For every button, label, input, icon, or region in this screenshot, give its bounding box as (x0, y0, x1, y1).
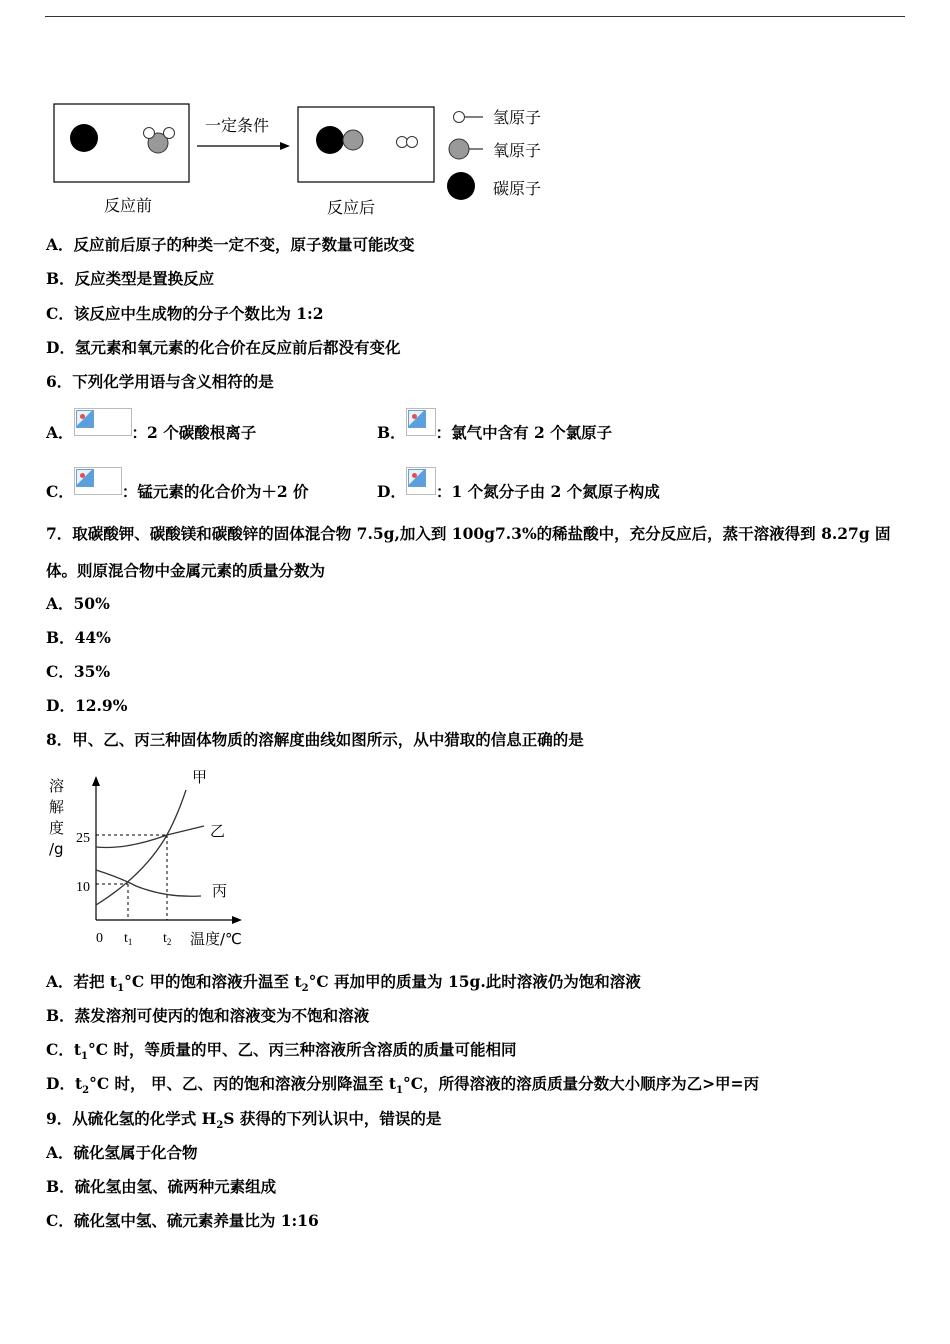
carbon-atom-icon (447, 172, 475, 200)
oxygen-atom-icon (449, 139, 469, 159)
hydrogen-atom-icon (397, 137, 408, 148)
q9-stem: 9．从硫化氢的化学式 $H_2S$ 获得的下列认识中，错误的是 (46, 1109, 442, 1132)
x-tick-label: 0 (96, 931, 103, 946)
y-axis-label-char: /g (49, 840, 64, 858)
q7-option-a: A．50% (46, 594, 110, 613)
x-axis-label: 温度/℃ (190, 930, 242, 948)
y-axis-label-char: 溶 (49, 777, 65, 795)
q7-stem-line2: 体。则原混合物中金属元素的质量分数为 (46, 561, 326, 580)
y-axis-label-char: 解 (49, 798, 65, 816)
option-text: ：1 个氮分子由 2 个氮原子构成 (435, 482, 660, 501)
q9-option-c: C．硫化氢中氢、硫元素养量比为 1:16 (46, 1211, 319, 1230)
x-tick-label: $t_1$ (124, 931, 133, 947)
q7-option-d: D．12.9% (46, 696, 128, 715)
q9-option-a: A．硫化氢属于化合物 (46, 1143, 198, 1162)
hydrogen-atom-icon (144, 128, 155, 139)
option-label: C． (46, 482, 74, 501)
y-tick-label: 10 (76, 880, 90, 895)
q5-option-d: D．氢元素和氧元素的化合价在反应前后都没有变化 (46, 338, 401, 357)
legend-oxygen-label: 氧原子 (493, 141, 542, 160)
q8-option-b: B．蒸发溶剂可使丙的饱和溶液变为不饱和溶液 (46, 1006, 370, 1025)
option-text: ：2 个碳酸根离子 (131, 423, 257, 442)
curve-yi (96, 826, 204, 848)
hydrogen-atom-icon (407, 137, 418, 148)
y-tick-label: 25 (76, 831, 90, 846)
q8-option-a: A．若把 $t_1^\circ C$ 甲的饱和溶液升温至 $t_2^\circ C$ 再加甲的质量为 15g.此时溶液仍为饱和溶液 (46, 972, 641, 995)
q9-option-b: B．硫化氢由氢、硫两种元素组成 (46, 1177, 277, 1196)
option-text: ：锰元素的化合价为＋2 价 (121, 482, 309, 501)
q6-option-a (46, 408, 256, 443)
series-label-yi: 乙 (210, 822, 226, 840)
reaction-diagram (50, 98, 570, 223)
option-label: D． (377, 482, 406, 501)
after-label: 反应后 (327, 198, 376, 217)
q7-option-b: B．44% (46, 628, 111, 647)
x-axis-arrow-icon (232, 916, 242, 924)
q8-stem: 8．甲、乙、丙三种固体物质的溶解度曲线如图所示，从中猎取的信息正确的是 (46, 730, 584, 749)
y-axis-label-char: 度 (49, 819, 65, 837)
carbon-atom-icon (316, 126, 344, 154)
option-label: B． (377, 423, 406, 442)
legend-carbon-label: 碳原子 (493, 179, 542, 198)
q5-option-b: B．反应类型是置换反应 (46, 269, 215, 288)
q7-option-c: C．35% (46, 662, 111, 681)
option-label: A． (46, 423, 74, 442)
before-label: 反应前 (104, 196, 153, 215)
carbon-atom-icon (70, 124, 98, 152)
q7-stem-line1: 7．取碳酸钾、碳酸镁和碳酸锌的固体混合物 7.5g,加入到 100g7.3%的稀盐酸中，充分反应后，蒸干溶液得到 8.27g 固 (46, 524, 891, 543)
q6-option-d (377, 467, 660, 502)
series-label-jia: 甲 (192, 768, 208, 786)
q8-option-c: C．$t_1^\circ C$ 时，等质量的甲、乙、丙三种溶液所含溶质的质量可能相同 (46, 1040, 517, 1063)
arrow-head-icon (280, 142, 290, 150)
option-text: ：氯气中含有 2 个氯原子 (435, 423, 613, 442)
q6-option-c (46, 467, 309, 502)
broken-image-icon (74, 467, 122, 495)
q5-option-a: A．反应前后原子的种类一定不变，原子数量可能改变 (46, 235, 415, 254)
broken-image-icon (406, 408, 436, 436)
solubility-chart (46, 762, 266, 952)
header-rule (45, 16, 905, 17)
x-tick-label: $t_2$ (163, 931, 172, 947)
legend-hydrogen-label: 氢原子 (493, 108, 542, 127)
hydrogen-atom-icon (164, 128, 175, 139)
broken-image-icon (406, 467, 436, 495)
q6-option-b (377, 408, 612, 443)
curve-bing (96, 870, 201, 896)
y-axis-arrow-icon (92, 776, 100, 786)
q8-option-d: D．$t_2^\circ C$ 时， 甲、乙、丙的饱和溶液分别降温至 $t_1^\circ C$，所得溶液的溶质质量分数大小顺序为乙>甲=丙 (46, 1074, 760, 1097)
condition-label: 一定条件 (205, 116, 270, 135)
q6-stem: 6．下列化学用语与含义相符的是 (46, 372, 274, 391)
oxygen-atom-icon (343, 130, 363, 150)
hydrogen-atom-icon (454, 112, 465, 123)
q5-option-c: C．该反应中生成物的分子个数比为 1:2 (46, 304, 324, 323)
broken-image-icon (74, 408, 132, 436)
series-label-bing: 丙 (212, 882, 228, 900)
